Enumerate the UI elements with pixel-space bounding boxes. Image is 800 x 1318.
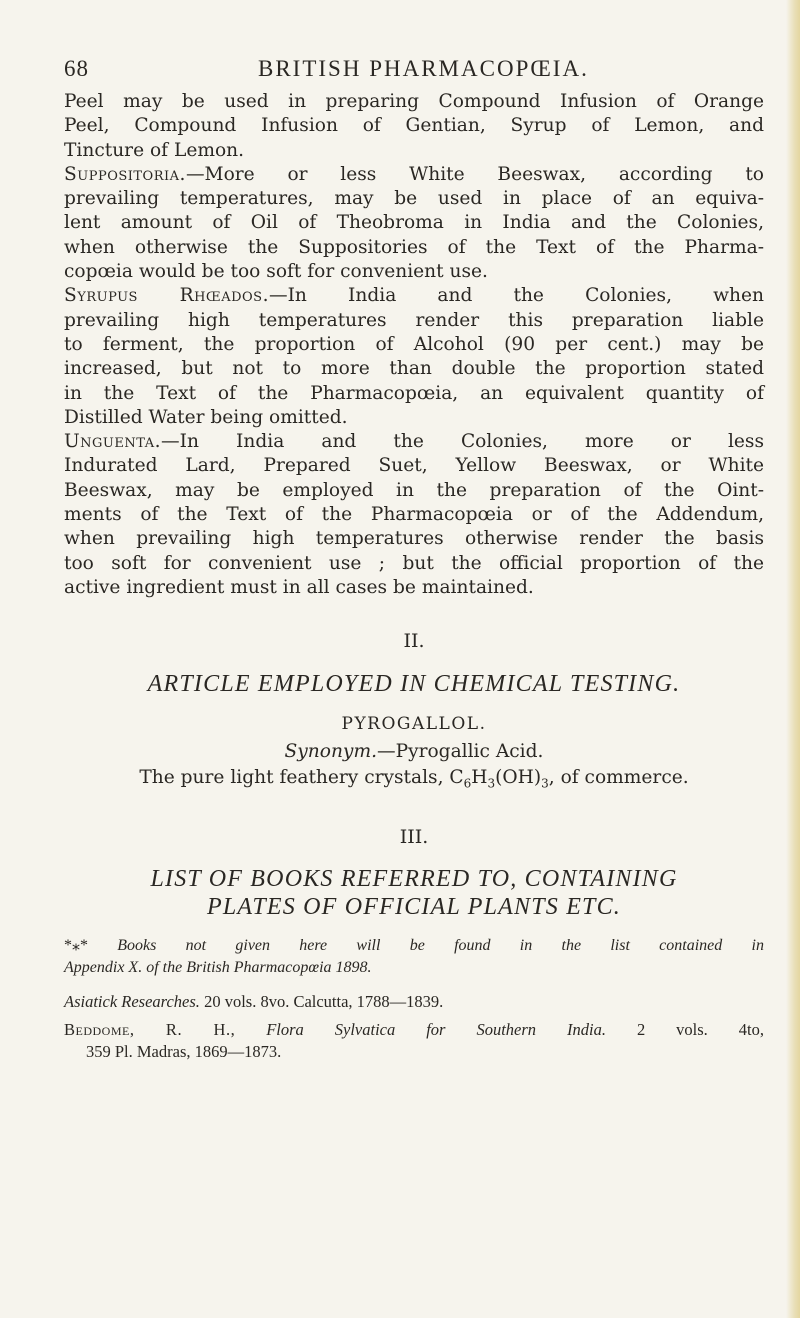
reference-detail-continued: 359 Pl. Madras, 1869—1873. bbox=[86, 1042, 282, 1062]
text-line: Indurated Lard, Prepared Suet, Yellow Beeswax, or White bbox=[64, 455, 764, 477]
text-line bbox=[64, 284, 764, 308]
text-line: too soft for convenient use ; but the official proportion of the bbox=[64, 552, 764, 574]
synonym-text: —Pyrogallic Acid. bbox=[376, 740, 544, 762]
text-line: to ferment, the proportion of Alcohol (90 per cent.) may be bbox=[64, 333, 764, 355]
text-line: Distilled Water being omitted. bbox=[64, 406, 348, 428]
reference-author: Beddome, R. H., bbox=[64, 1020, 236, 1040]
entry-heading: Syrupus Rhœados. bbox=[64, 285, 269, 307]
page-header bbox=[64, 50, 764, 90]
paragraph-peel bbox=[64, 90, 764, 163]
text-line: active ingredient must in all cases be maintained. bbox=[64, 576, 534, 598]
text-line: prevailing high temperatures render this preparation liable bbox=[64, 309, 764, 331]
entry-text: —In India and the Colonies, when bbox=[268, 285, 764, 307]
section-title-line: PLATES OF OFFICIAL PLANTS ETC. bbox=[206, 894, 622, 921]
running-title: BRITISH PHARMACOPŒIA. bbox=[258, 56, 589, 81]
text-line: Peel may be used in preparing Compound Infusion of Orange bbox=[64, 91, 764, 112]
page-body bbox=[64, 90, 764, 1063]
formula-text: H bbox=[471, 767, 488, 789]
description-text: , of commerce. bbox=[548, 767, 689, 789]
text-line bbox=[64, 430, 764, 454]
reference-line bbox=[64, 1019, 764, 1041]
article-heading-pyrogallol: PYROGALLOL. bbox=[341, 713, 487, 734]
text-line: Beeswax, may be employed in the preparation of the Oint- bbox=[64, 479, 764, 501]
reference-detail: 20 vols. 8vo. Calcutta, 1788—1839. bbox=[199, 992, 444, 1012]
text-line: in the Text of the Pharmacopœia, an equivalent quantity of bbox=[64, 382, 764, 404]
reference-entry bbox=[64, 1019, 764, 1063]
footnote bbox=[64, 935, 764, 979]
footnote-line: Appendix X. of the British Pharmacopœia 1898. bbox=[64, 959, 372, 977]
synonym-line bbox=[64, 740, 764, 764]
subscript: 3 bbox=[541, 776, 549, 791]
text-line: when otherwise the Suppositories of the Text of the Pharma- bbox=[64, 236, 764, 258]
text-line: when prevailing high temperatures otherwise render the basis bbox=[64, 528, 764, 550]
section-title-books bbox=[64, 865, 764, 921]
entry-heading: Unguenta. bbox=[64, 431, 162, 453]
section-title-chemical-testing: ARTICLE EMPLOYED IN CHEMICAL TESTING. bbox=[147, 670, 681, 697]
section-numeral-ii: II. bbox=[403, 630, 425, 653]
text-line: lent amount of Oil of Theobroma in India and the Colonies, bbox=[64, 212, 764, 234]
subscript: 3 bbox=[487, 776, 496, 791]
footnote-text: Books not given here will be found in the list contained in bbox=[88, 937, 764, 955]
text-line: copœia would be too soft for convenient use. bbox=[64, 261, 488, 283]
paragraph-syrupus bbox=[64, 284, 764, 430]
text-line: ments of the Text of the Pharmacopœia or of the Addendum, bbox=[64, 504, 764, 526]
page-edge bbox=[786, 0, 800, 1318]
entry-text: —In India and the Colonies, more or less bbox=[161, 431, 764, 453]
reference-detail: 2 vols. 4to, bbox=[605, 1020, 764, 1040]
text-line: prevailing temperatures, may be used in place of an equiva- bbox=[64, 188, 764, 210]
text-line bbox=[64, 163, 764, 187]
paragraph-unguenta bbox=[64, 430, 764, 600]
section-numeral-iii: III. bbox=[399, 826, 429, 849]
reference-title: Asiatick Researches. bbox=[64, 992, 200, 1012]
book-page bbox=[64, 50, 764, 1063]
entry-heading: Suppositoria. bbox=[64, 163, 186, 185]
reference-entry bbox=[64, 991, 764, 1013]
section-title-line: LIST OF BOOKS REFERRED TO, CONTAINING bbox=[150, 866, 678, 893]
reference-title: Flora Sylvatica for Southern India. bbox=[235, 1020, 606, 1040]
formula-text: (OH) bbox=[495, 767, 542, 789]
text-line: increased, but not to more than double the proportion stated bbox=[64, 358, 764, 380]
page-number: 68 bbox=[64, 56, 89, 81]
text-line: Tincture of Lemon. bbox=[64, 139, 245, 161]
description-text: The pure light feathery crystals, C bbox=[139, 767, 464, 789]
subscript: 6 bbox=[463, 776, 472, 791]
entry-text: —More or less White Beeswax, according to bbox=[185, 163, 764, 185]
synonym-label: Synonym. bbox=[284, 740, 377, 762]
paragraph-suppositoria bbox=[64, 163, 764, 284]
asterism: *⁎* bbox=[64, 937, 88, 955]
description-line bbox=[64, 766, 764, 796]
text-line: Peel, Compound Infusion of Gentian, Syrup of Lemon, and bbox=[64, 115, 764, 137]
footnote-line bbox=[64, 935, 764, 957]
